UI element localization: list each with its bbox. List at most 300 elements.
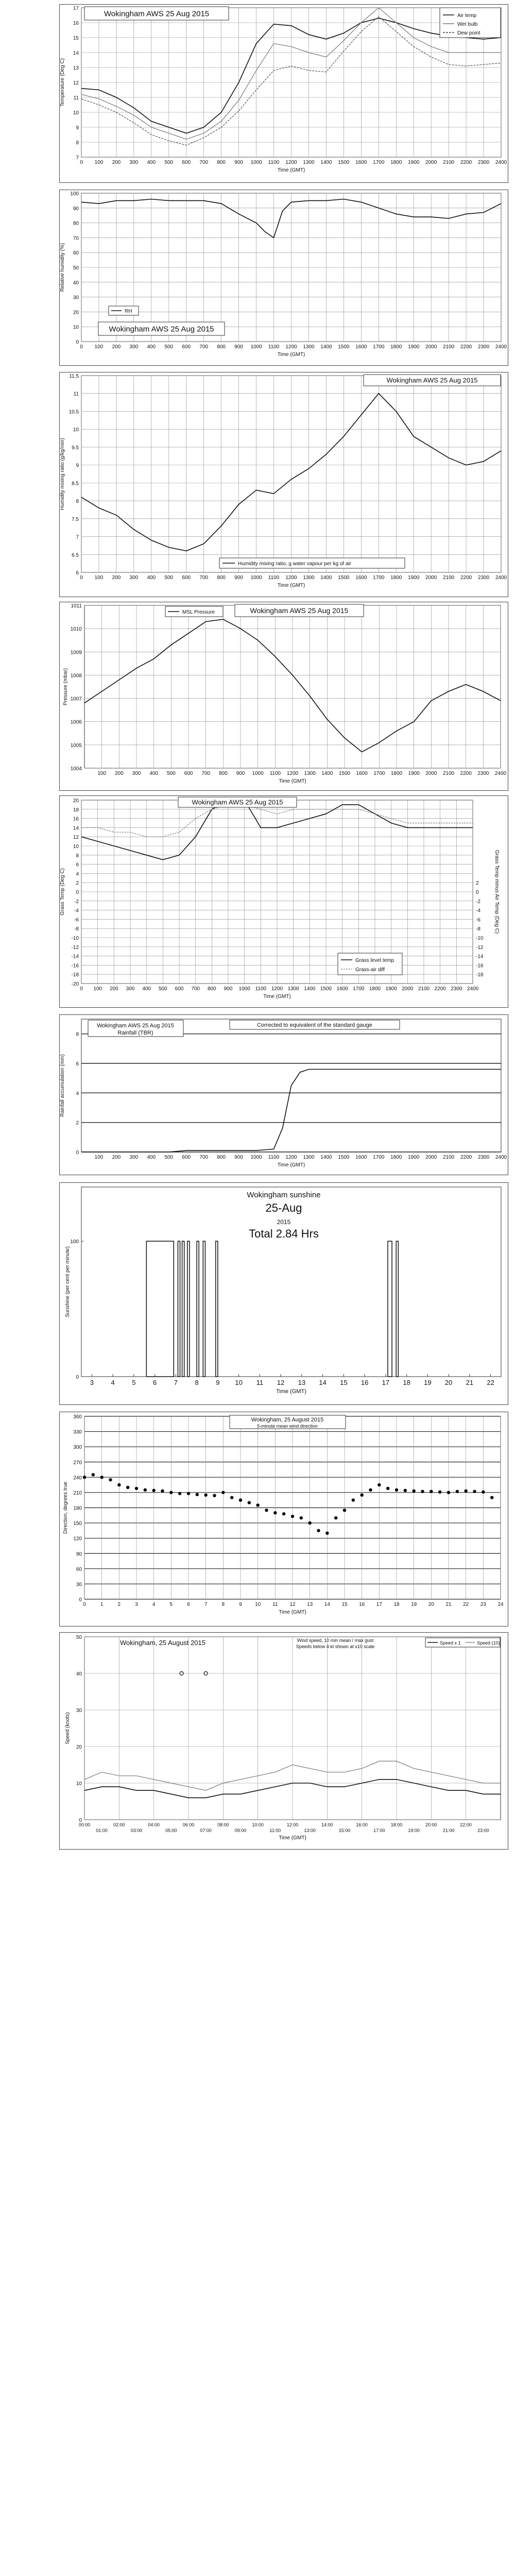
direction-point [135,1487,138,1490]
chart-title: Wokingham AWS 25 Aug 2015 [192,798,283,806]
direction-point [325,1532,329,1535]
x-tick-label: 13 [298,1379,306,1386]
y-tick-label: -14 [71,954,79,960]
chart-panel-wind-direction [59,1412,508,1626]
x-axis-label: Time (GMT) [279,1609,306,1615]
chart-panel-humidity [59,190,508,366]
x-tick-label: 2100 [443,160,455,165]
y2-axis-label: Grass Temp minus Air Temp (Deg C) [494,850,500,934]
x-tick-label: 18 [403,1379,410,1386]
y2-tick-label: 2 [476,880,479,887]
x-tick-label: 2000 [425,1155,437,1160]
sunshine-chart [60,1183,508,1404]
x-tick-label: 300 [132,771,141,776]
x-tick-label: 1500 [338,1155,350,1160]
x-tick-label: 12 [289,1602,296,1607]
x-tick-label: 20 [444,1379,453,1386]
x-tick-label: 10 [255,1602,261,1607]
x-tick-label: 700 [201,771,211,776]
y-tick-label: 30 [76,1582,82,1588]
x-tick-label: 1100 [269,771,281,776]
x-tick-label: 06:00 [182,1822,195,1827]
wind-direction-chart [60,1412,508,1626]
y-tick-label: 50 [76,1635,82,1640]
y-tick-label: 8.5 [72,481,79,487]
x-tick-label: 1400 [321,771,333,776]
y-tick-label: 4 [76,1091,79,1097]
x-tick-label: 1600 [336,986,348,992]
x-tick-label: 9 [239,1602,242,1607]
y-tick-label: 300 [73,1445,82,1451]
y-tick-label: 20 [76,1744,82,1750]
x-tick-label: 8 [221,1602,225,1607]
x-tick-label: 1800 [390,160,402,165]
y-tick-label: 7 [76,155,79,161]
x-tick-label: 2400 [495,1155,507,1160]
y-tick-label: 100 [70,1239,79,1245]
x-tick-label: 500 [158,986,167,992]
x-tick-label: 19 [424,1379,432,1386]
y-tick-label: 0 [76,1150,79,1156]
y-tick-label: 7.5 [72,516,79,522]
x-tick-label: 2 [117,1602,121,1607]
x-tick-label: 700 [199,575,209,581]
x-tick-label: 800 [207,986,216,992]
legend-label: Dew point [457,30,480,36]
x-tick-label: 1400 [320,575,332,581]
y-axis-label: Temperature (Deg C) [60,58,65,107]
x-tick-label: 100 [94,1155,104,1160]
chart-total: Total 2.84 Hrs [249,1227,319,1240]
x-tick-label: 1200 [286,771,299,776]
wind-speed-chart [60,1633,508,1849]
x-tick-label: 2200 [460,344,472,350]
x-tick-label: 21 [445,1602,452,1607]
x-tick-label: 2100 [418,986,430,992]
legend-label: Wet bulb [457,22,478,27]
x-tick-label: 17 [376,1602,382,1607]
x-tick-label: 1800 [390,575,402,581]
y-tick-label: 10 [73,110,79,116]
x-tick-label: 600 [182,344,191,350]
x-tick-label: 800 [217,575,226,581]
x-tick-label: 19:00 [408,1828,420,1833]
direction-point [161,1489,164,1493]
x-tick-label: 600 [182,160,191,165]
x-tick-label: 1700 [373,1155,385,1160]
chart-panel-temperature [59,4,508,183]
y-tick-label: 15 [73,36,79,41]
y-tick-label: 30 [73,295,79,301]
y-tick-label: 1011 [71,603,82,609]
x-tick-label: 0 [80,575,83,581]
x-tick-label: 2400 [495,344,507,350]
x-tick-label: 0 [80,160,83,165]
y2-tick-label: -16 [476,963,484,969]
x-tick-label: 5 [132,1379,136,1386]
x-tick-label: 2300 [477,344,490,350]
x-tick-label: 8 [195,1379,199,1386]
x-tick-label: 1500 [338,771,351,776]
x-tick-label: 2000 [425,575,437,581]
y-axis-label: Rainfall accumulation (mm) [60,1054,65,1117]
y-tick-label: -10 [71,936,79,941]
y-tick-label: 8 [76,499,79,505]
x-tick-label: 2100 [443,344,455,350]
y-tick-label: 30 [76,1708,82,1714]
x-tick-label: 1500 [338,344,350,350]
y-tick-label: 120 [73,1536,82,1542]
y-tick-label: -8 [74,926,79,933]
direction-point [144,1488,147,1492]
y-tick-label: 50 [73,265,79,271]
y-tick-label: -4 [74,908,79,914]
x-tick-label: 1300 [303,160,315,165]
y-tick-label: 210 [73,1490,82,1496]
x-tick-label: 100 [97,771,107,776]
x-axis-label: Time (GMT) [263,994,291,999]
direction-point [178,1492,181,1495]
y-tick-label: 7 [76,534,79,540]
direction-point [317,1529,320,1532]
x-tick-label: 20:00 [425,1822,437,1827]
x-tick-label: 200 [114,771,124,776]
direction-point [265,1509,268,1512]
x-tick-label: 700 [191,986,200,992]
x-tick-label: 14:00 [321,1822,333,1827]
y-axis-label: Relative humidity (%) [60,243,65,292]
chart-subtitle: Wind speed, 10 min mean / max gust [297,1638,374,1643]
chart-title: Wokingham AWS 25 Aug 2015 [97,1023,174,1029]
y-tick-label: 60 [73,250,79,257]
x-tick-label: 1400 [320,344,332,350]
x-tick-label: 400 [147,344,156,350]
x-tick-label: 1000 [250,1155,262,1160]
direction-point [282,1512,285,1515]
chart-panel-mixing-ratio [59,372,508,597]
x-tick-label: 04:00 [148,1822,160,1827]
x-tick-label: 400 [142,986,151,992]
x-tick-label: 300 [129,160,139,165]
x-tick-label: 900 [236,771,245,776]
y-axis-label: Direction, degrees true [63,1481,68,1534]
direction-point [464,1489,467,1493]
chart-panel-grass [59,795,508,1008]
legend-label: RH [125,309,132,314]
x-tick-label: 1900 [408,771,420,776]
direction-point [169,1491,173,1494]
x-tick-label: 1000 [250,344,262,350]
y-tick-label: 6 [76,862,79,868]
y-tick-label: 240 [73,1475,82,1481]
x-tick-label: 1500 [338,575,350,581]
y-tick-label: 1004 [70,766,82,772]
direction-point [482,1490,485,1494]
legend-label: Air temp [457,13,477,19]
x-tick-label: 1200 [285,160,297,165]
grass-temp-chart [60,796,508,1007]
y-tick-label: -2 [74,899,79,905]
x-tick-label: 2400 [495,160,507,165]
x-tick-label: 2300 [477,771,489,776]
x-tick-label: 2200 [460,160,472,165]
chart-year: 2015 [277,1218,291,1226]
chart-panel-wind-speed [59,1632,508,1850]
x-tick-label: 1500 [320,986,332,992]
y-tick-label: -12 [71,944,79,951]
x-tick-label: 2000 [425,344,437,350]
x-tick-label: 1100 [268,575,280,581]
x-tick-label: 1100 [268,1155,280,1160]
x-tick-label: 1600 [355,344,367,350]
x-tick-label: 2300 [451,986,462,992]
x-tick-label: 1700 [373,771,385,776]
y-tick-label: 2 [76,880,79,887]
mixing-ratio-chart [60,372,508,597]
y2-tick-label: -14 [476,954,484,960]
x-tick-label: 400 [147,1155,156,1160]
x-tick-label: 1600 [355,160,367,165]
x-tick-label: 1400 [320,1155,332,1160]
x-tick-label: 900 [234,1155,243,1160]
direction-point [421,1490,424,1493]
x-tick-label: 200 [112,1155,121,1160]
direction-point [291,1515,294,1518]
x-tick-label: 1800 [390,1155,402,1160]
x-tick-label: 23 [480,1602,486,1607]
direction-point [386,1487,389,1490]
x-tick-label: 16 [359,1602,365,1607]
x-tick-label: 1500 [338,160,350,165]
x-tick-label: 4 [111,1379,115,1386]
x-tick-label: 6 [153,1379,157,1386]
x-tick-label: 22:00 [460,1822,472,1827]
y-tick-label: 270 [73,1460,82,1466]
x-tick-label: 23:00 [477,1828,489,1833]
x-tick-label: 2000 [425,771,437,776]
x-tick-label: 1900 [385,986,397,992]
x-tick-label: 100 [93,986,102,992]
y-axis-label: Speed (knots) [65,1712,71,1744]
y-tick-label: 12 [73,80,79,86]
y-axis-label: Humidity mixing ratio (g/kg/min) [60,437,65,511]
x-tick-label: 11 [272,1602,278,1607]
y-tick-label: 1008 [70,673,82,679]
y-tick-label: 10 [76,1781,82,1787]
x-tick-label: 300 [129,1155,139,1160]
chart-annotation: Corrected to equivalent of the standard gauge [257,1022,372,1028]
x-tick-label: 500 [166,771,176,776]
x-tick-label: 2000 [402,986,414,992]
legend-label: Speed x 1 [440,1640,461,1646]
y-tick-label: 11.5 [69,374,79,379]
x-tick-label: 03:00 [130,1828,143,1833]
y-tick-label: 6 [76,1061,79,1067]
y2-tick-label: -12 [476,944,484,951]
x-tick-label: 300 [126,986,135,992]
x-tick-label: 3 [135,1602,138,1607]
x-tick-label: 1900 [408,160,420,165]
pressure-chart [60,602,508,790]
x-tick-label: 1800 [390,344,402,350]
x-tick-label: 2100 [443,575,455,581]
direction-point [352,1499,355,1502]
x-tick-label: 15 [341,1602,348,1607]
x-tick-label: 1600 [355,1155,367,1160]
direction-point [456,1490,459,1493]
x-tick-label: 16 [360,1379,369,1386]
x-tick-label: 5 [169,1602,173,1607]
x-axis-label: Time (GMT) [277,583,305,588]
x-tick-label: 800 [217,160,226,165]
y-tick-label: 10 [73,325,79,331]
y-tick-label: 330 [73,1429,82,1435]
direction-point [334,1516,337,1519]
y-tick-label: 14 [73,825,79,832]
y-tick-label: 11 [73,95,79,101]
direction-point [447,1491,450,1494]
x-tick-label: 200 [112,160,121,165]
x-tick-label: 7 [204,1602,208,1607]
direction-point [221,1491,225,1494]
x-axis-label: Time (GMT) [277,352,305,358]
x-tick-label: 14 [319,1379,327,1386]
x-tick-label: 1600 [356,771,368,776]
chart-note: Speeds below 4 kt shown at x10 scale [296,1644,375,1649]
x-tick-label: 16:00 [356,1822,368,1827]
y-tick-label: 40 [76,1671,82,1677]
y-tick-label: 20 [73,310,79,316]
direction-point [438,1490,441,1494]
x-tick-label: 800 [218,771,228,776]
y-tick-label: 10.5 [68,409,79,415]
x-tick-label: 20 [428,1602,434,1607]
direction-point [213,1494,216,1497]
chart-title: Wokingham sunshine [247,1191,321,1199]
y-tick-label: 2 [76,1120,79,1126]
direction-point [343,1509,346,1512]
y-tick-label: 1009 [70,650,82,656]
y-tick-label: 16 [73,21,79,26]
x-tick-label: 800 [217,1155,226,1160]
x-tick-label: 400 [147,575,156,581]
x-tick-label: 1100 [268,344,280,350]
direction-point [100,1476,103,1479]
x-tick-label: 13 [307,1602,313,1607]
x-tick-label: 800 [217,344,226,350]
y-tick-label: 0 [76,1375,79,1380]
y-tick-label: 60 [76,1566,82,1572]
y-tick-label: 8 [76,1031,79,1038]
legend-label: Speed (10) [477,1640,500,1646]
x-tick-label: 500 [164,160,174,165]
x-tick-label: 11:00 [269,1828,281,1833]
y-tick-label: 8 [76,140,79,146]
x-tick-label: 2100 [443,1155,455,1160]
x-tick-label: 08:00 [217,1822,229,1827]
x-tick-label: 10:00 [252,1822,264,1827]
y-tick-label: 0 [79,1597,82,1603]
direction-point [230,1496,233,1499]
y-tick-label: 40 [73,280,79,286]
x-axis-label: Time (GMT) [279,778,306,784]
y-tick-label: 10 [73,844,79,850]
y-tick-label: -6 [74,917,79,923]
chart-title: Wokingham, 25 August 2015 [120,1639,205,1647]
x-tick-label: 2200 [460,771,472,776]
y-tick-label: 1005 [70,742,82,749]
x-tick-label: 500 [164,1155,174,1160]
y2-tick-label: -8 [476,926,480,933]
direction-point [256,1503,259,1506]
chart-subtitle: Rainfall (TBR) [117,1030,153,1036]
y-tick-label: 1007 [70,696,82,702]
x-tick-label: 2400 [495,575,507,581]
direction-point [369,1488,372,1492]
y-tick-label: 17 [73,6,79,11]
x-tick-label: 400 [147,160,156,165]
x-tick-label: 14 [324,1602,330,1607]
y-axis-label: Pressure (mbar) [63,668,68,706]
x-tick-label: 2200 [460,575,472,581]
x-axis-label: Time (GMT) [277,167,305,173]
direction-point [248,1501,251,1504]
y-tick-label: 6 [76,570,79,576]
x-tick-label: 1700 [373,575,385,581]
x-tick-label: 900 [224,986,233,992]
x-tick-label: 2400 [467,986,479,992]
x-tick-label: 600 [182,1155,191,1160]
y2-tick-label: -10 [476,936,484,941]
direction-point [117,1483,121,1486]
x-tick-label: 1200 [285,575,297,581]
direction-point [395,1488,398,1492]
direction-point [187,1492,190,1495]
direction-point [300,1516,303,1519]
x-tick-label: 200 [109,986,118,992]
x-tick-label: 1300 [303,575,315,581]
x-tick-label: 1700 [373,344,385,350]
x-tick-label: 1600 [355,575,367,581]
direction-point [273,1511,277,1514]
chart-panel-rainfall [59,1014,508,1175]
x-tick-label: 1000 [250,575,262,581]
chart-date: 25-Aug [265,1201,302,1214]
x-tick-label: 600 [184,771,193,776]
x-tick-label: 1200 [271,986,283,992]
x-tick-label: 2000 [425,160,437,165]
x-tick-label: 2200 [434,986,446,992]
y-tick-label: 80 [73,221,79,227]
y-tick-label: 18 [73,807,79,813]
y-tick-label: 1006 [70,719,82,725]
x-tick-label: 200 [112,575,121,581]
direction-point [239,1499,242,1502]
x-tick-label: 700 [199,1155,209,1160]
x-tick-label: 12:00 [286,1822,299,1827]
y-axis-label: Sunshine (per cent per minute) [65,1246,71,1317]
direction-point [196,1493,199,1496]
y-tick-label: 9 [76,463,79,469]
x-tick-label: 1900 [408,575,420,581]
direction-point [126,1486,129,1489]
x-tick-label: 6 [187,1602,190,1607]
y-tick-label: 12 [73,835,79,841]
x-tick-label: 0 [80,986,83,992]
x-tick-label: 300 [129,344,139,350]
x-tick-label: 01:00 [96,1828,108,1833]
x-tick-label: 600 [175,986,184,992]
